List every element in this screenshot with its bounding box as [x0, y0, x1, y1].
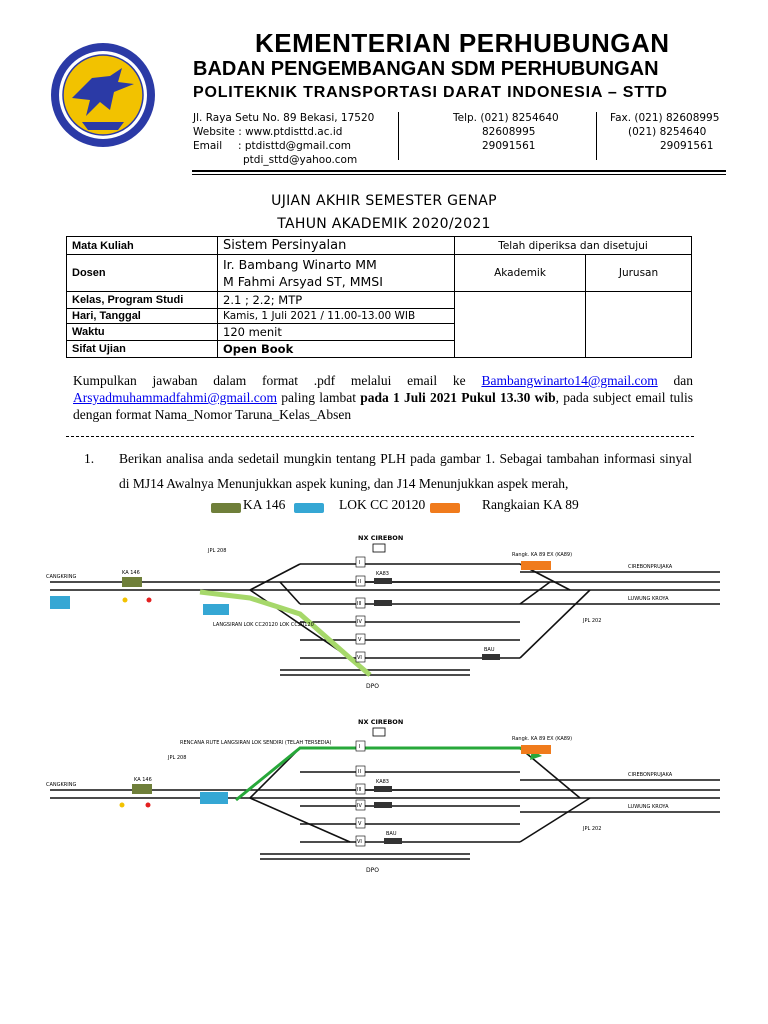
train-ka83	[374, 578, 392, 584]
track-1: I	[359, 744, 361, 750]
dosen-1: Ir. Bambang Winarto MM	[223, 257, 377, 272]
agency-title: BADAN PENGEMBANGAN SDM PERHUBUNGAN	[193, 58, 659, 80]
track-2: II	[358, 579, 361, 585]
waktu-value: 120 menit	[218, 324, 455, 341]
track-3: III	[357, 601, 362, 607]
track-numbers	[356, 557, 365, 662]
mata-kuliah-label: Mata Kuliah	[67, 237, 218, 255]
note-text-2: dan	[673, 373, 694, 388]
jpl-left: JPL 208	[208, 548, 227, 554]
label-ka89: Rangk. KA 89 EX (KA89)	[512, 736, 573, 742]
track-6: VI	[357, 839, 362, 845]
track-1: I	[359, 560, 361, 566]
train-ka89	[521, 745, 551, 754]
email-secondary: ptdi_sttd@yahoo.com	[243, 154, 358, 166]
label-ka146: KA 146	[134, 777, 152, 783]
telp-2: 82608995	[482, 126, 536, 138]
track-3: III	[357, 787, 362, 793]
dosen-label: Dosen	[67, 255, 218, 292]
track-4: IV	[357, 803, 362, 809]
track-2: II	[358, 769, 361, 775]
jpl-left: JPL 208	[168, 755, 187, 761]
email-link-fahmi[interactable]: Arsyadmuhammadfahmi@gmail.com	[73, 390, 278, 405]
telp: Telp. (021) 8254640	[453, 112, 559, 124]
fax-2: (021) 8254640	[628, 126, 707, 138]
sifat-label: Sifat Ujian	[67, 341, 218, 358]
train-lok-marker-left	[50, 596, 70, 609]
deadline: pada 1 Juli 2021 Pukul 13.30 wib	[360, 390, 556, 405]
legend-lok-swatch	[294, 503, 324, 513]
dest-right-1: CIREBONPRUJAKA	[628, 772, 673, 778]
sifat-value: Open Book	[218, 341, 455, 358]
fax-3: 29091561	[660, 140, 714, 152]
label-bau: BAU	[386, 831, 397, 837]
label-ka146: KA 146	[122, 570, 140, 576]
dest-right-2: LUWUNG KROYA	[628, 596, 669, 602]
kemenhub-logo	[48, 40, 158, 150]
email-link-bambang[interactable]: Bambangwinarto14@gmail.com	[481, 373, 658, 388]
email-primary: : ptdisttd@gmail.com	[238, 140, 352, 152]
label-plan: RENCANA RUTE LANGSIRAN LOK SENDIRI (TELAH TERSEDIA)	[180, 740, 332, 746]
hari-value: Kamis, 1 Juli 2021 / 11.00-13.00 WIB	[218, 309, 455, 324]
legend-ka146: KA 146	[243, 497, 286, 512]
label-lok: LANGSIRAN LOK CC20120 LOK CC20120	[213, 622, 314, 628]
train-ka83	[374, 786, 392, 792]
question-1	[84, 446, 692, 496]
train-ka146	[132, 784, 152, 794]
station-name: NX CIREBON	[358, 534, 404, 542]
label-ka83: KA83	[376, 779, 389, 785]
train-ka146	[122, 577, 142, 587]
address: Jl. Raya Setu No. 89 Bekasi, 17520	[193, 112, 375, 124]
signal-yellow	[120, 803, 125, 808]
exam-title: UJIAN AKHIR SEMESTER GENAP	[271, 193, 497, 209]
dest-left: CANGKRING	[46, 782, 77, 788]
track-5: V	[358, 821, 362, 827]
train-lok	[200, 792, 228, 804]
question-text: Berikan analisa anda sedetail mungkin tentang PLH pada gambar 1. Sebagai tambahan informasi sinyal di MJ14 Awalnya Menunjukkan aspek kuning, dan J14 Menunjukkan aspek merah,	[119, 451, 692, 491]
legend-ka89: Rangkaian KA 89	[482, 497, 579, 512]
note-text-3: paling lambat	[281, 390, 356, 405]
dest-left: CANGKRING	[46, 574, 77, 580]
train-ka89	[521, 561, 551, 570]
header-divider-2	[596, 112, 597, 160]
school-title: POLITEKNIK TRANSPORTASI DARAT INDONESIA – STTD	[193, 84, 668, 101]
track-diagram-2	[46, 714, 720, 874]
track-5: V	[358, 637, 362, 643]
jurusan-sign	[586, 292, 692, 358]
track-4: IV	[357, 619, 362, 625]
track-6: VI	[357, 655, 362, 661]
header-rule	[192, 170, 726, 172]
submission-note	[73, 372, 693, 423]
signal-yellow	[123, 598, 128, 603]
signal-red	[147, 598, 152, 603]
jpl-right: JPL 202	[583, 618, 602, 624]
label-bau: BAU	[484, 647, 495, 653]
train-ka146-track3	[374, 600, 392, 606]
route-planned	[236, 748, 530, 800]
header-rule-thin	[192, 174, 726, 175]
jurusan-header: Jurusan	[586, 255, 692, 292]
dosen-value	[218, 255, 455, 292]
signal-red	[146, 803, 151, 808]
exam-info-table	[66, 236, 692, 358]
label-ka89: Rangk. KA 89 EX (KA89)	[512, 552, 573, 558]
depot: DPO	[366, 683, 379, 690]
akademik-header: Akademik	[455, 255, 586, 292]
label-ka83: KA83	[376, 571, 389, 577]
track-numbers	[356, 741, 365, 846]
train-lok	[203, 604, 229, 615]
jpl-right: JPL 202	[583, 826, 602, 832]
station-name: NX CIREBON	[358, 718, 404, 726]
question-number: 1.	[84, 451, 95, 466]
note-text-4: , pada subject email tulis dengan format Nama_Nomor Taruna_Kelas_Absen	[73, 390, 694, 422]
exam-year: TAHUN AKADEMIK 2020/2021	[277, 216, 491, 232]
separator	[66, 436, 694, 437]
ministry-title: KEMENTERIAN PERHUBUNGAN	[255, 28, 670, 58]
kelas-label: Kelas, Program Studi	[67, 292, 218, 309]
track-diagram-1	[46, 530, 720, 690]
approval-header: Telah diperiksa dan disetujui	[455, 237, 692, 255]
hari-label: Hari, Tanggal	[67, 309, 218, 324]
legend-lok: LOK CC 20120	[339, 497, 426, 512]
train-bau	[384, 838, 402, 844]
waktu-label: Waktu	[67, 324, 218, 341]
note-text-1: Kumpulkan jawaban dalam format .pdf melalui email ke	[73, 373, 466, 388]
kelas-value: 2.1 ; 2.2; MTP	[218, 292, 455, 309]
legend-ka89-swatch	[430, 503, 460, 513]
depot: DPO	[366, 867, 379, 874]
legend-ka146-swatch	[211, 503, 241, 513]
station-building-icon	[373, 544, 385, 552]
train-bau	[482, 654, 500, 660]
header-divider-1	[398, 112, 399, 160]
legend	[118, 497, 718, 519]
fax: Fax. (021) 82608995	[610, 112, 720, 124]
dest-right-2: LUWUNG KROYA	[628, 804, 669, 810]
mata-kuliah-value: Sistem Persinyalan	[218, 237, 455, 255]
dosen-2: M Fahmi Arsyad ST, MMSI	[223, 274, 383, 289]
email-label: Email	[193, 140, 223, 152]
dest-right-1: CIREBONPRUJAKA	[628, 564, 673, 570]
telp-3: 29091561	[482, 140, 536, 152]
station-building-icon	[373, 728, 385, 736]
akademik-sign	[455, 292, 586, 358]
website: Website : www.ptdisttd.ac.id	[193, 126, 343, 138]
train-ka146-track3	[374, 802, 392, 808]
